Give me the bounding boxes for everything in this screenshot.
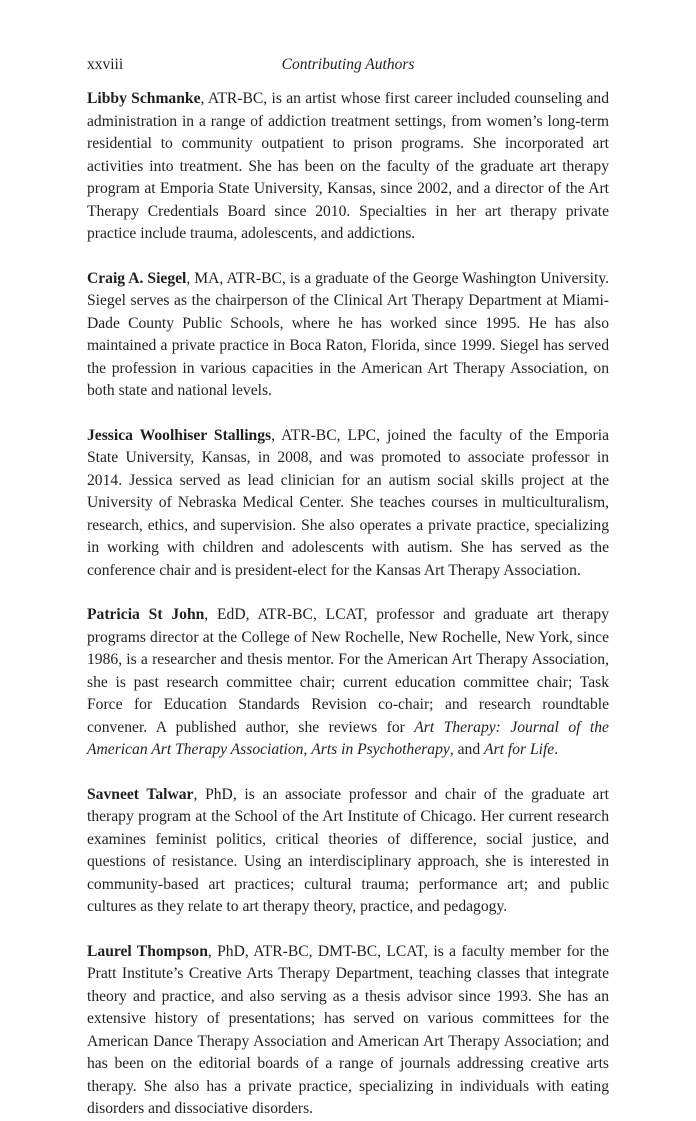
separator-text: , and xyxy=(449,741,485,758)
author-name: Savneet Talwar xyxy=(87,785,194,803)
author-bio-text: , MA, ATR-BC, is a graduate of the George Washington University. Siegel serves as the chairperson of the Clinical Art Therapy Department at Miami-Dade County Public Schools, where he has worked since 1995. He has also maintained a private practice in Boca Raton, Florida, since 1999. Siegel has served the profession in various capacities in the American Art Therapy Association, on both state and national levels. xyxy=(87,269,609,399)
author-bio-st-john xyxy=(87,604,609,762)
author-bio-text: , ATR-BC, is an artist whose first career included counseling and administration in a range of addiction treatment settings, from women’s long-term residential to community outpatient to prison programs. She incorporated art activities into treatment. She has been on the faculty of the graduate art therapy program at Emporia State University, Kansas, since 2002, and a director of the Art Therapy Credentials Board since 2010. Specialties in her art therapy private practice include trauma, adolescents, and addictions. xyxy=(87,90,609,242)
author-name: Laurel Thompson xyxy=(87,942,208,960)
author-bio-text: , PhD, ATR-BC, DMT-BC, LCAT, is a faculty member for the Pratt Institute’s Creative Arts Therapy Department, teaching classes that integrate theory and practice, and also serving as a thesis advisor since 1993. She has an extensive history of presentations; has served on various committees for the American Dance Therapy Association and American Art Therapy Association; and has been on the editorial boards of a range of journals addressing creative arts therapy. She also has a private practice, specializing in individuals with eating disorders and dissociative disorders. xyxy=(87,942,610,1117)
author-bio-siegel xyxy=(87,268,609,403)
journal-title: Art for Life xyxy=(484,741,555,758)
author-name: Patricia St John xyxy=(87,606,205,623)
author-name: Jessica Woolhiser Stallings xyxy=(87,426,272,444)
author-bio-talwar xyxy=(87,784,609,919)
running-head xyxy=(87,0,609,80)
book-page xyxy=(87,0,609,1121)
end-punctuation: . xyxy=(554,741,559,758)
author-name: Libby Schmanke xyxy=(87,90,201,107)
author-bio-text: , ATR-BC, LPC, joined the faculty of the Emporia State University, Kansas, in 2008, and was promoted to associate professor in 2014. Jessica served as lead clinician for an autism social skills project at the University of Nebraska Medical Center. She teaches courses in multiculturalism, research, ethics, and supervision. She also operates a private practice, specializing in working with children and adolescents with autism. She has served as the conference chair and is president-elect for the Kansas Art Therapy Association. xyxy=(87,426,609,579)
author-bio-thompson xyxy=(87,941,609,1121)
author-bio-text: , EdD, ATR-BC, LCAT, professor and graduate art therapy programs director at the College of New Rochelle, New Rochelle, New York, since 1986, is a researcher and thesis mentor. For the American Art Therapy Association, she is past research committee chair; current education committee chair; Task Force for Education Standards Revision co-chair; and research roundtable convener. A published author, she reviews for xyxy=(87,606,609,736)
journal-title: Arts in Psychotherapy xyxy=(311,741,450,758)
separator-text: , xyxy=(303,741,312,758)
author-name: Craig A. Siegel xyxy=(87,269,187,287)
author-bio-stallings xyxy=(87,425,609,583)
author-bio-schmanke xyxy=(87,88,609,246)
journal-title: Art Therapy: Journal of the American Art Therapy Association xyxy=(87,718,609,758)
author-bio-text: , PhD, is an associate professor and chair of the graduate art therapy program at the School of the Art Institute of Chicago. Her current research examines feminist politics, critical theories of difference, social justice, and questions of resistance. Using an interdisciplinary approach, she is interested in community-based art practices; cultural trauma; performance art; and public cultures as they relate to art therapy theory, practice, and pedagogy. xyxy=(87,785,610,915)
page-number: xxviii xyxy=(87,56,124,73)
running-title: Contributing Authors xyxy=(281,56,415,73)
